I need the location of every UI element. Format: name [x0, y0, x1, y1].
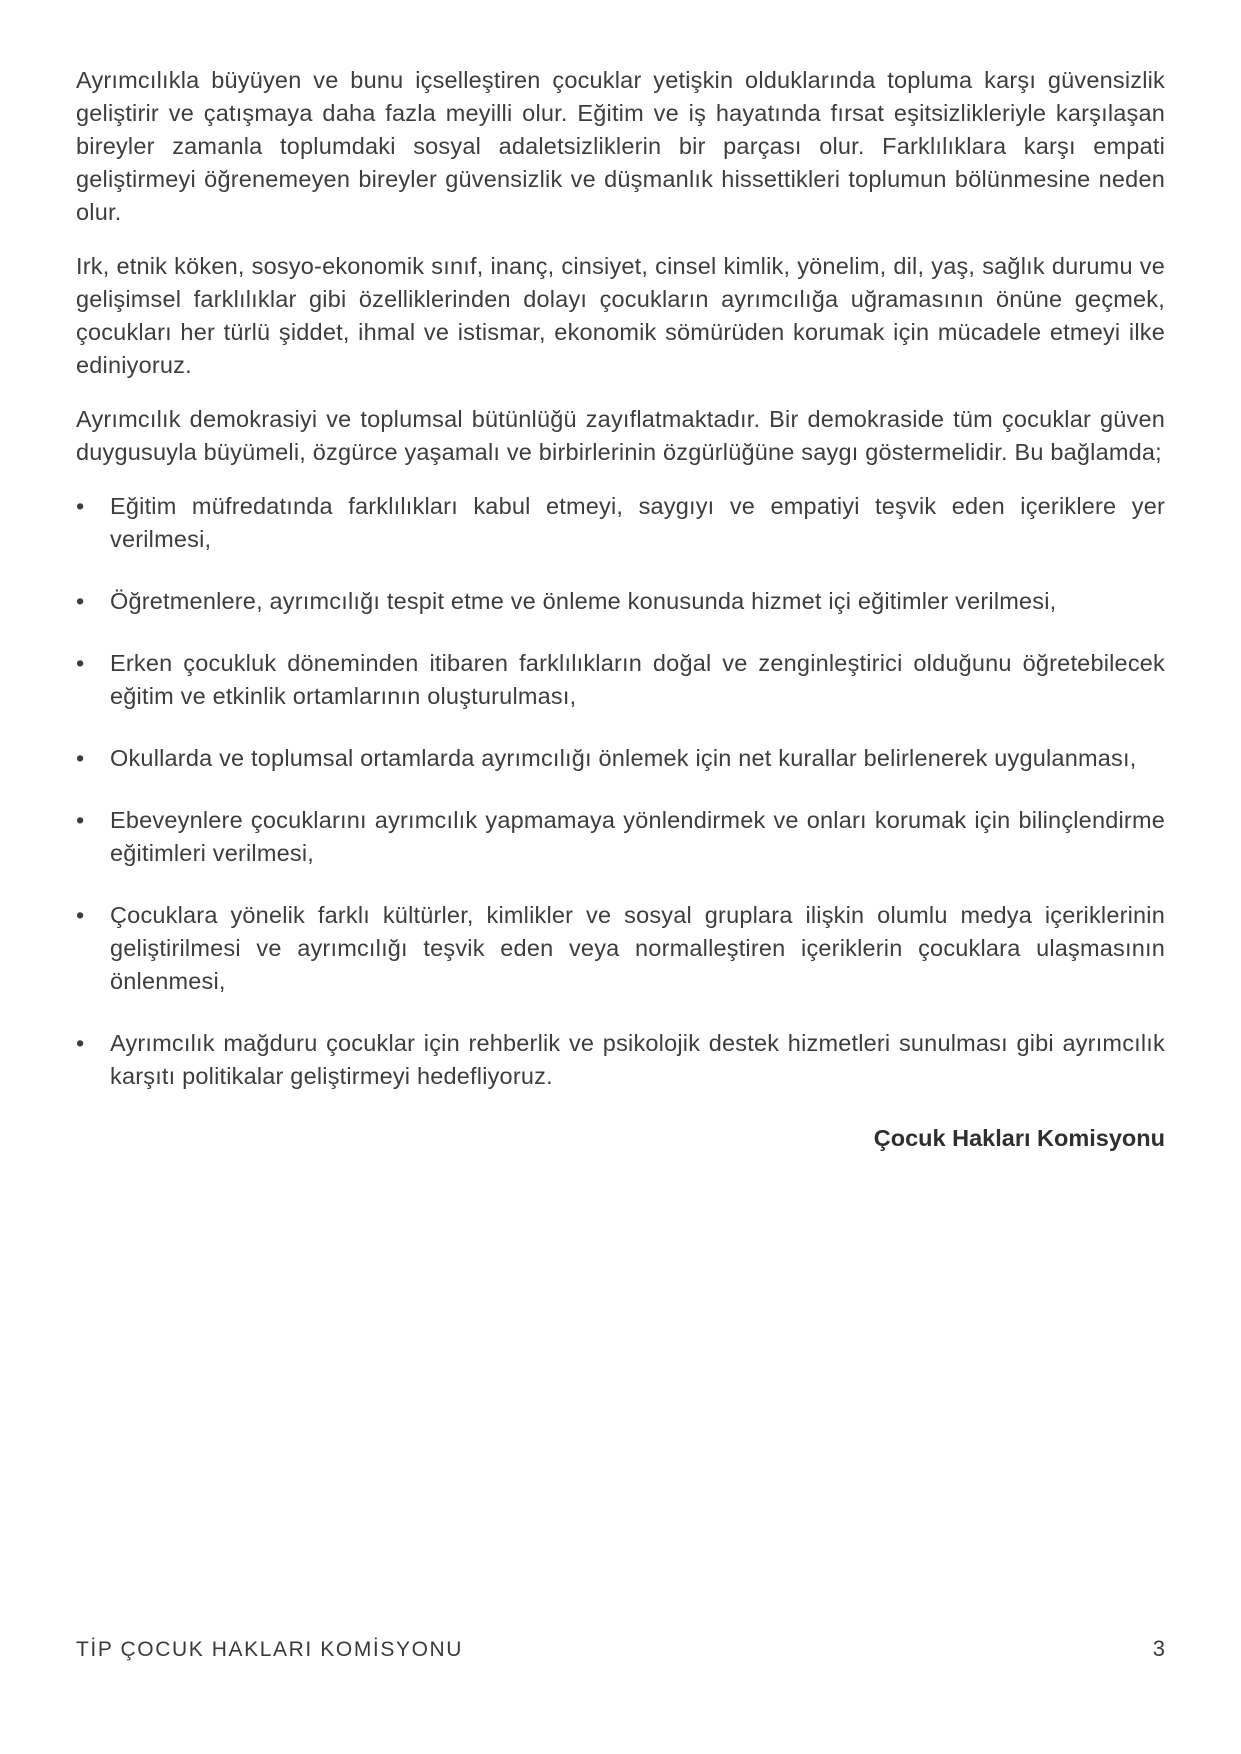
list-item-text: Öğretmenlere, ayrımcılığı tespit etme ve önleme konusunda hizmet içi eğitimler verilmesi,	[110, 588, 1057, 614]
list-item-text: Eğitim müfredatında farklılıkları kabul etmeyi, saygıyı ve empatiyi teşvik eden içeriklere yer verilmesi,	[110, 493, 1165, 552]
bullet-icon: •	[76, 807, 85, 833]
paragraph: Irk, etnik köken, sosyo-ekonomik sınıf, inanç, cinsiyet, cinsel kimlik, yönelim, dil, yaş, sağlık durumu ve gelişimsel farklılıklar gibi özelliklerinden dolayı çocukların ayrımcılığa uğramasının önüne geçmek, çocukları her türlü şiddet, ihmal ve istismar, ekonomik sömürüden korumak için mücadele etmeyi ilke ediniyoruz.	[76, 253, 1165, 378]
list-item	[76, 490, 1165, 556]
list-item	[76, 585, 1165, 618]
bullet-icon: •	[76, 493, 85, 519]
footer-title: TİP ÇOCUK HAKLARI KOMİSYONU	[76, 1638, 464, 1661]
bullet-icon: •	[76, 650, 85, 676]
paragraph: Ayrımcılık demokrasiyi ve toplumsal bütünlüğü zayıflatmaktadır. Bir demokraside tüm çocuklar güven duygusuyla büyümeli, özgürce yaşamalı ve birbirlerinin özgürlüğüne saygı göstermelidir. Bu bağlamda;	[76, 406, 1165, 465]
page-footer	[76, 1636, 1165, 1662]
bullet-icon: •	[76, 588, 85, 614]
list-item	[76, 1027, 1165, 1093]
document-body	[76, 64, 1165, 1155]
bullet-icon: •	[76, 745, 85, 771]
list-item	[76, 899, 1165, 998]
list-item-text: Ayrımcılık mağduru çocuklar için rehberlik ve psikolojik destek hizmetleri sunulması gibi ayrımcılık karşıtı politikalar geliştirmeyi hedefliyoruz.	[110, 1030, 1165, 1089]
list-item-text: Ebeveynlere çocuklarını ayrımcılık yapmamaya yönlendirmek ve onları korumak için bilinçlendirme eğitimleri verilmesi,	[110, 807, 1165, 866]
bullet-icon: •	[76, 902, 85, 928]
paragraph: Ayrımcılıkla büyüyen ve bunu içselleştiren çocuklar yetişkin olduklarında topluma karşı güvensizlik geliştirir ve çatışmaya daha fazla meyilli olur. Eğitim ve iş hayatında fırsat eşitsizlikleriyle karşılaşan bireyler zamanla toplumdaki sosyal adaletsizliklerin bir parçası olur. Farklılıklara karşı empati geliştirmeyi öğrenemeyen bireyler güvensizlik ve düşmanlık hissettikleri toplumun bölünmesine neden olur.	[76, 67, 1165, 225]
list-item	[76, 804, 1165, 870]
list-item-text: Okullarda ve toplumsal ortamlarda ayrımcılığı önlemek için net kurallar belirlenerek uygulanması,	[110, 745, 1137, 771]
list-item-text: Çocuklara yönelik farklı kültürler, kimlikler ve sosyal gruplara ilişkin olumlu medya içeriklerinin geliştirilmesi ve ayrımcılığı teşvik eden veya normalleştiren içeriklerin çocuklara ulaşmasının önlenmesi,	[110, 902, 1165, 994]
list-item	[76, 647, 1165, 713]
signature-line: Çocuk Hakları Komisyonu	[873, 1125, 1165, 1151]
bullet-list	[76, 490, 1165, 1093]
list-item	[76, 742, 1165, 775]
list-item-text: Erken çocukluk döneminden itibaren farklılıkların doğal ve zenginleştirici olduğunu öğretebilecek eğitim ve etkinlik ortamlarının oluşturulması,	[110, 650, 1165, 709]
page-number: 3	[1152, 1636, 1165, 1661]
bullet-icon: •	[76, 1030, 85, 1056]
